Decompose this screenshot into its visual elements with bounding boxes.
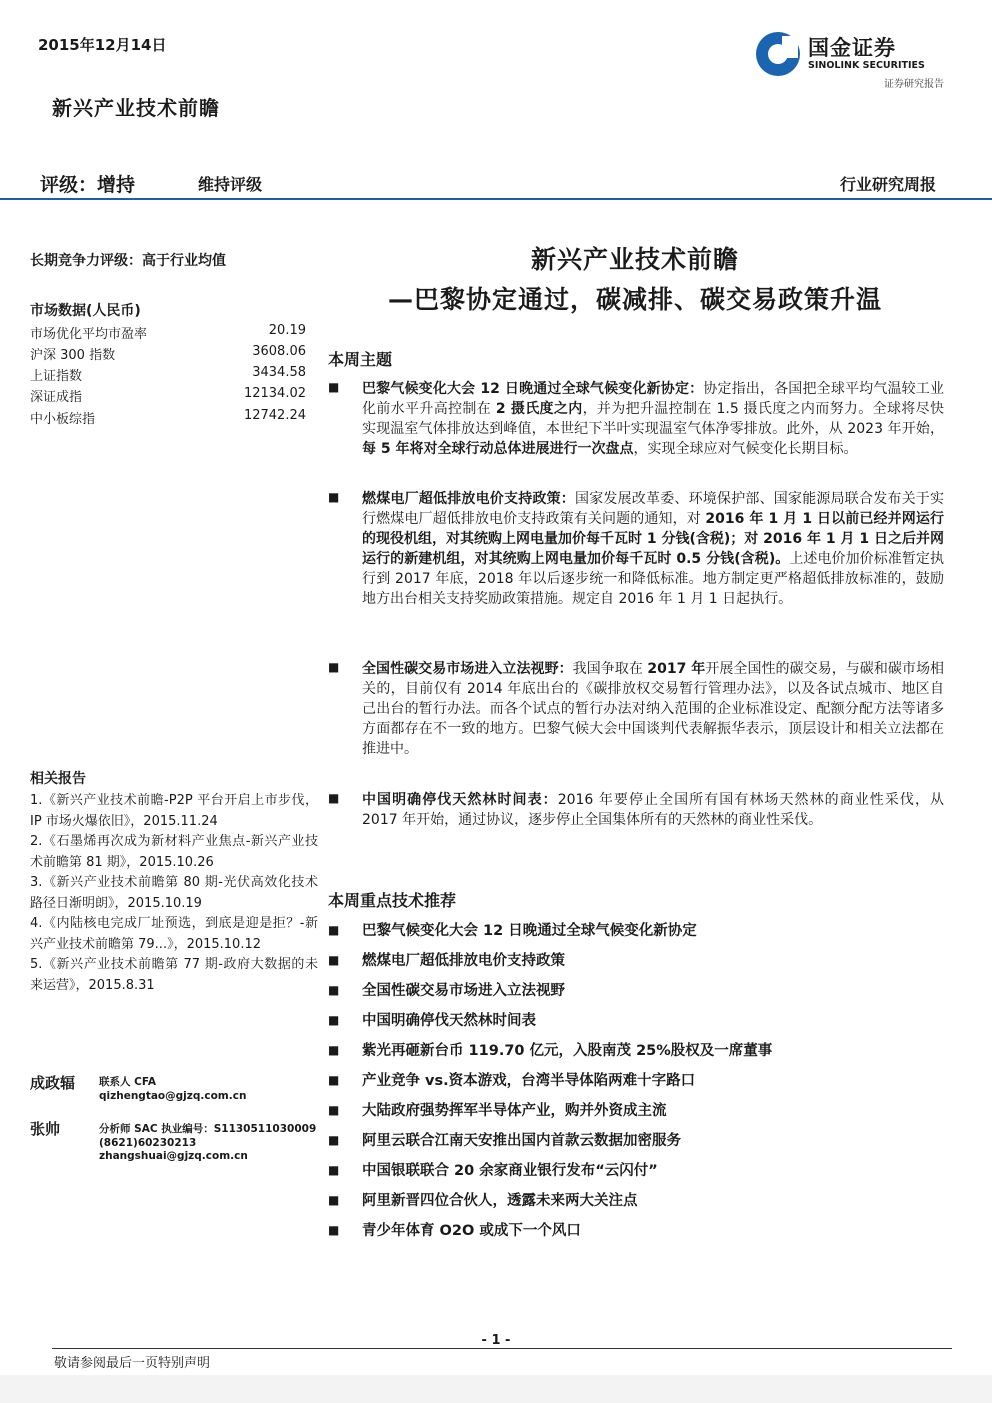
emphasis-text: 2 摄氏度之内: [495, 401, 583, 417]
theme-text: 全国性碳交易市场进入立法视野：我国争取在 2017 年开展全国性的碳交易，与碳和碳市场相关的，目前仅有 2014 年底出台的《碳排放权交易暂行管理办法》，以及各试点城市、地区自己出台的暂行办法。而各个试点的暂行办法对纳入范围的企业标准设定、配额分配方法等诸多方面都存在不一致的地方。巴黎气候大会中国谈判代表解振华表示，顶层设计和相关立法都在推进中。: [362, 661, 945, 757]
bullet-icon: ■: [328, 1133, 340, 1147]
report-type: 行业研究周报: [839, 175, 936, 194]
header-divider: [0, 198, 992, 200]
market-value: 3608.06: [252, 344, 306, 359]
recommend-text: 巴黎气候变化大会 12 日晚通过全球气候变化新协定: [362, 923, 697, 939]
recommend-item[interactable]: [328, 1009, 944, 1031]
emphasis-text: 每 5 年将对全球行动总体进展进行一次盘点: [362, 441, 634, 457]
bullet-icon: ■: [328, 660, 340, 674]
market-row: [30, 408, 306, 428]
market-label: 沪深 300 指数: [30, 348, 116, 363]
bullet-icon: ■: [328, 791, 340, 805]
recommend-item[interactable]: [328, 1219, 944, 1241]
author-role: 分析师 SAC 执业编号：S1130511030009: [99, 1123, 317, 1135]
market-value: 3434.58: [252, 365, 306, 380]
bullet-icon: ■: [328, 1073, 340, 1087]
theme-item: [328, 489, 944, 609]
theme-item: [328, 659, 944, 759]
theme-item: [328, 379, 944, 459]
bullet-icon: ■: [328, 983, 340, 997]
bullet-icon: ■: [328, 1163, 340, 1177]
recommend-item[interactable]: [328, 1039, 944, 1061]
related-report-link[interactable]: 1.《新兴产业技术前瞻-P2P 平台开启上市步伐，IP 市场火爆依旧》，2015.11.24: [30, 793, 318, 829]
recommend-item[interactable]: [328, 919, 944, 941]
bullet-icon: ■: [328, 490, 340, 504]
report-subtitle: —巴黎协定通过，碳减排、碳交易政策升温: [387, 285, 882, 314]
recommend-item[interactable]: [328, 1189, 944, 1211]
bullet-icon: ■: [328, 1103, 340, 1117]
emphasis-text: 中国明确停伐天然林时间表：: [362, 792, 558, 808]
related-report-link[interactable]: 3.《新兴产业技术前瞻第 80 期-光伏高效化技术路径日渐明朗》，2015.10.19: [30, 875, 318, 911]
recommend-item[interactable]: [328, 949, 944, 971]
emphasis-text: 全国性碳交易市场进入立法视野：: [362, 661, 573, 677]
related-reports-list: [30, 791, 318, 996]
rating: 评级：增持: [40, 174, 136, 196]
market-label: 深证成指: [30, 390, 83, 405]
author-contact: [99, 1123, 316, 1164]
market-data-title: 市场数据(人民币): [30, 303, 141, 319]
theme-text: 中国明确停伐天然林时间表：2016 年要停止全国所有国有林场天然林的商业性采伐，从 2017 年开始，通过协议，逐步停止全国集体所有的天然林的商业性采伐。: [362, 792, 945, 828]
page-bottom-band: [0, 1375, 992, 1403]
recommend-text: 产业竞争 vs.资本游戏，台湾半导体陷两难十字路口: [362, 1073, 696, 1089]
recommend-text: 青少年体育 O2O 或成下一个风口: [362, 1223, 581, 1239]
recommend-text: 中国明确停伐天然林时间表: [362, 1013, 536, 1029]
disclaimer: 敬请参阅最后一页特别声明: [54, 1356, 211, 1371]
recommend-item[interactable]: [328, 1069, 944, 1091]
logo-subtitle: 证券研究报告: [884, 79, 944, 90]
author-name: 成政辐: [30, 1074, 76, 1092]
market-value: 12742.24: [243, 408, 306, 423]
emphasis-text: 燃煤电厂超低排放电价支持政策：: [362, 491, 575, 507]
related-reports-title: 相关报告: [30, 771, 86, 787]
author-role: 联系人 CFA: [99, 1076, 156, 1088]
logo-cn-text: 国金证券: [808, 36, 896, 60]
author-phone: (8621)60230213: [99, 1136, 197, 1149]
author-email[interactable]: qizhengtao@gjzq.com.cn: [99, 1089, 247, 1102]
sinolink-logo: [756, 30, 946, 90]
recommend-text: 紫光再砸新台币 119.70 亿元，入股南茂 25%股权及一席董事: [362, 1043, 773, 1059]
recommend-text: 中国银联联合 20 余家商业银行发布“云闪付”: [362, 1163, 658, 1179]
theme-item: [328, 790, 944, 830]
related-report-link[interactable]: 4.《内陆核电完成厂址预选，到底是迎是拒？-新兴产业技术前瞻第 79...》，2015.10.12: [30, 916, 318, 952]
bullet-icon: ■: [328, 1223, 340, 1237]
bullet-icon: ■: [328, 1193, 340, 1207]
bullet-icon: ■: [328, 380, 340, 394]
report-title: 新兴产业技术前瞻: [530, 245, 739, 274]
logo-en-text: SINOLINK SECURITIES: [808, 60, 925, 71]
recommend-heading: 本周重点技术推荐: [328, 891, 457, 910]
bullet-icon: ■: [328, 1013, 340, 1027]
bullet-icon: ■: [328, 953, 340, 967]
recommend-item[interactable]: [328, 1099, 944, 1121]
related-report-link[interactable]: 2.《石墨烯再次成为新材料产业焦点-新兴产业技术前瞻第 81 期》，2015.10.26: [30, 834, 318, 870]
emphasis-text: 2016 年 1 月 1 日以前已经并网运行的现役机组，对其统购上网电量加价每千瓦时 1 分钱(含税)；对 2016 年 1 月 1 日之后并网运行的新建机组，对其统购上网电量加价每千瓦时 0.5 分钱(含税)。: [362, 511, 944, 567]
report-date: 2015年12月14日: [38, 36, 167, 54]
page-number: - 1 -: [481, 1333, 511, 1348]
market-label: 市场优化平均市盈率: [30, 327, 148, 342]
weekly-theme-heading: 本周主题: [328, 350, 393, 369]
recommend-text: 阿里云联合江南天安推出国内首款云数据加密服务: [362, 1133, 681, 1149]
recommend-item[interactable]: [328, 1159, 944, 1181]
market-row: [30, 344, 306, 364]
related-report-link[interactable]: 5.《新兴产业技术前瞻第 77 期-政府大数据的未来运营》，2015.8.31: [30, 957, 318, 993]
recommend-text: 燃煤电厂超低排放电价支持政策: [362, 953, 565, 969]
market-label: 上证指数: [30, 369, 83, 384]
rating-action: 维持评级: [198, 175, 263, 194]
recommend-item[interactable]: [328, 979, 944, 1001]
market-label: 中小板综指: [30, 412, 96, 427]
market-row: [30, 323, 306, 343]
market-row: [30, 365, 306, 385]
theme-text: 燃煤电厂超低排放电价支持政策：国家发展改革委、环境保护部、国家能源局联合发布关于实行燃煤电厂超低排放电价支持政策有关问题的通知，对 2016 年 1 月 1 日以前已经并网运行的现役机组，对其统购上网电量加价每千瓦时 1 分钱(含税)；对 2016 年 1 月 1 日之后并网运行的新建机组，对其统购上网电量加价每千瓦时 0.5 分钱(含税)。上述电价加价标准暂定执行到 2017 年底，2018 年以后逐步统一和降低标准。地方制定更严格超低排放标准的，鼓励地方出台相关支持奖励政策措施。规定自 2016 年 1 月 1 日起执行。: [362, 491, 944, 607]
recommend-text: 阿里新晋四位合伙人，透露未来两大关注点: [362, 1193, 638, 1209]
market-row: [30, 386, 306, 406]
recommend-item[interactable]: [328, 1129, 944, 1151]
author-email[interactable]: zhangshuai@gjzq.com.cn: [99, 1150, 248, 1162]
theme-text: 巴黎气候变化大会 12 日晚通过全球气候变化新协定：协定指出，各国把全球平均气温较工业化前水平升高控制在 2 摄氏度之内，并为把升温控制在 1.5 摄氏度之内而努力。全球将尽快实现温室气体排放达到峰值，本世纪下半叶实现温室气体净零排放。此外，从 2023 年开始，每 5 年将对全球行动总体进展进行一次盘点，实现全球应对气候变化长期目标。: [362, 381, 945, 457]
recommend-text: 大陆政府强势挥军半导体产业，购并外资成主流: [362, 1103, 667, 1119]
long-term-rating: 长期竞争力评级：高于行业均值: [30, 253, 226, 269]
emphasis-text: 2017 年: [647, 661, 706, 677]
bullet-icon: ■: [328, 1043, 340, 1057]
footer-divider: [52, 1348, 952, 1349]
author-contact: [99, 1076, 246, 1103]
bullet-icon: ■: [328, 923, 340, 937]
emphasis-text: 巴黎气候变化大会 12 日晚通过全球气候变化新协定：: [362, 381, 704, 397]
recommend-text: 全国性碳交易市场进入立法视野: [362, 983, 565, 999]
series-name: 新兴产业技术前瞻: [52, 96, 220, 120]
author-name: 张帅: [30, 1120, 61, 1138]
market-value: 20.19: [268, 323, 306, 338]
market-value: 12134.02: [243, 386, 306, 401]
